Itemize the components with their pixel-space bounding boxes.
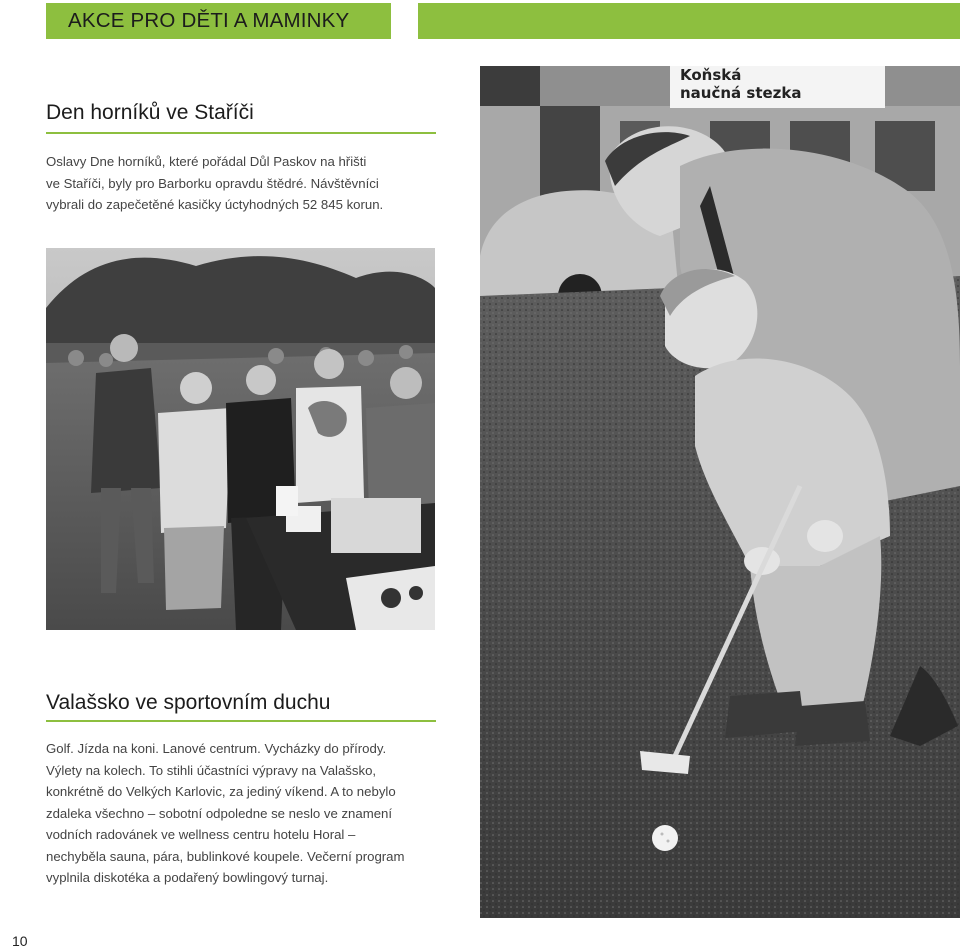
photo-golf-child	[480, 66, 960, 918]
heading-underline	[46, 720, 436, 722]
article-body-miners-day	[46, 151, 438, 216]
text-line: nechyběla sauna, pára, bublinkové koupele. Večerní program	[46, 848, 405, 864]
text-line: ve Staříči, byly pro Barborku opravdu štědré. Návštěvníci	[46, 175, 379, 191]
header-bar-decoration	[418, 3, 960, 39]
article-heading-miners-day: Den horníků ve Staříči	[46, 101, 254, 124]
text-line: vybrali do zapečetěné kasičky úctyhodných 52 845 korun.	[46, 197, 384, 212]
page-number: 10	[12, 933, 28, 949]
heading-underline	[46, 132, 436, 134]
text-line: zdaleka všechno – sobotní odpoledne se neslo ve znamení	[46, 805, 393, 821]
text-line: konkrétně do Velkých Karlovic, za jediný víkend. A to nebylo	[46, 784, 396, 799]
sign-text: Koňská	[680, 66, 742, 84]
sign-text: naučná stezka	[680, 84, 802, 102]
article-body-wallachia	[46, 738, 438, 889]
text-line: Oslavy Dne horníků, které pořádal Důl Paskov na hřišti	[46, 154, 367, 169]
article-heading-wallachia: Valašsko ve sportovním duchu	[46, 691, 331, 714]
photo-miners-day-crowd	[46, 248, 435, 630]
text-line: Výlety na kolech. To stihli účastníci výpravy na Valašsko,	[46, 762, 377, 778]
text-line: vodních radovánek ve wellness centru hotelu Horal –	[46, 827, 356, 842]
header-bar	[46, 3, 391, 39]
text-line: Golf. Jízda na koni. Lanové centrum. Vycházky do přírody.	[46, 741, 387, 756]
text-line: vyplnila diskotéka a podařený bowlingový turnaj.	[46, 870, 329, 885]
section-title: AKCE PRO DĚTI A MAMINKY	[68, 9, 350, 32]
